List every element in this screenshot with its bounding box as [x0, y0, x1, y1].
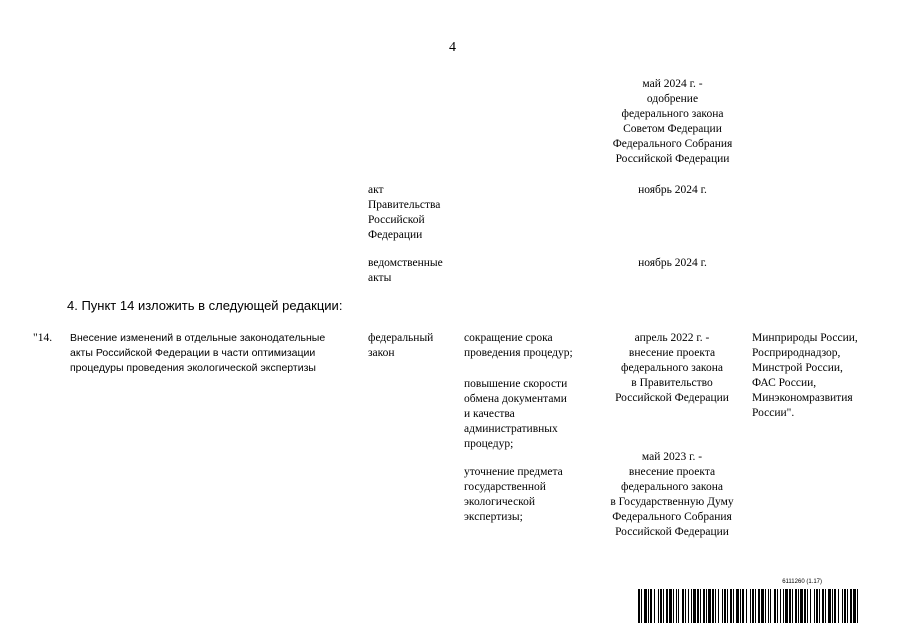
barcode-label: 6111260 (1.17)	[782, 579, 822, 585]
text-line: акты Российской Федерации в части оптимизации	[70, 347, 316, 359]
text-line: административных	[464, 423, 558, 435]
text-line: и качества	[464, 408, 515, 420]
text-line: закон	[368, 347, 395, 359]
text-line: Федерального Собрания	[612, 138, 733, 150]
item-doc-type	[368, 331, 458, 361]
result-1	[464, 331, 594, 361]
text-line: Правительства	[368, 199, 441, 211]
text-line: федеральный	[368, 332, 434, 344]
deadline-apr-2022	[597, 331, 747, 406]
result-2	[464, 377, 594, 452]
responsible-agencies	[752, 331, 892, 421]
doc-type-dept-acts	[368, 256, 463, 286]
text-line: Российской	[368, 214, 425, 226]
barcode-bars	[638, 589, 858, 623]
text-line: внесение проекта	[628, 347, 716, 359]
item-number: "14.	[33, 332, 53, 344]
text-line: Минприроды России,	[752, 332, 858, 344]
text-line: экологической	[464, 496, 536, 508]
text-line: апрель 2022 г. -	[634, 332, 710, 344]
text-line: ведомственные	[368, 257, 443, 269]
text-line: обмена документами	[464, 393, 567, 405]
text-line: проведения процедур;	[464, 347, 573, 359]
text-line: Федерального Собрания	[612, 511, 732, 523]
barcode	[638, 579, 858, 627]
text-line: одобрение	[646, 93, 699, 105]
text-line: государственной	[464, 481, 546, 493]
text-line: Российской Федерации	[615, 153, 730, 165]
text-line: внесение проекта	[628, 466, 716, 478]
text-line: Росприроднадзор,	[752, 347, 841, 359]
doc-type-gov-act	[368, 183, 463, 243]
text-line: Российской Федерации	[615, 392, 729, 404]
result-3	[464, 465, 594, 525]
text-line: май 2024 г. -	[642, 78, 703, 90]
deadline-may-2023	[597, 450, 747, 540]
deadline-gov-act: ноябрь 2024 г.	[638, 184, 707, 196]
text-line: процедуры проведения экологической экспертизы	[70, 362, 316, 374]
text-line: Советом Федерации	[623, 123, 722, 135]
text-line: России".	[752, 407, 795, 419]
text-line: федерального закона	[621, 362, 723, 374]
text-line: ФАС России,	[752, 377, 817, 389]
text-line: сокращение срока	[464, 332, 553, 344]
deadline-may-2024	[600, 77, 745, 167]
text-line: акт	[368, 184, 384, 196]
text-line: экспертизы;	[464, 511, 523, 523]
text-line: Федерации	[368, 229, 423, 241]
section-heading: 4. Пункт 14 изложить в следующей редакции:	[67, 298, 343, 313]
text-line: акты	[368, 272, 392, 284]
text-line: май 2023 г. -	[641, 451, 703, 463]
text-line: уточнение предмета	[464, 466, 563, 478]
text-line: Минстрой России,	[752, 362, 843, 374]
text-line: Внесение изменений в отдельные законодательные	[70, 332, 326, 344]
text-line: федерального закона	[621, 108, 724, 120]
text-line: в Правительство	[631, 377, 713, 389]
text-line: в Государственную Думу	[610, 496, 734, 508]
text-line: Российской Федерации	[615, 526, 729, 538]
page-number: 4	[449, 40, 456, 55]
deadline-dept-acts: ноябрь 2024 г.	[638, 257, 707, 269]
text-line: Минэкономразвития	[752, 392, 853, 404]
item-title	[70, 331, 360, 376]
text-line: процедур;	[464, 438, 514, 450]
text-line: федерального закона	[621, 481, 723, 493]
text-line: повышение скорости	[464, 378, 568, 390]
